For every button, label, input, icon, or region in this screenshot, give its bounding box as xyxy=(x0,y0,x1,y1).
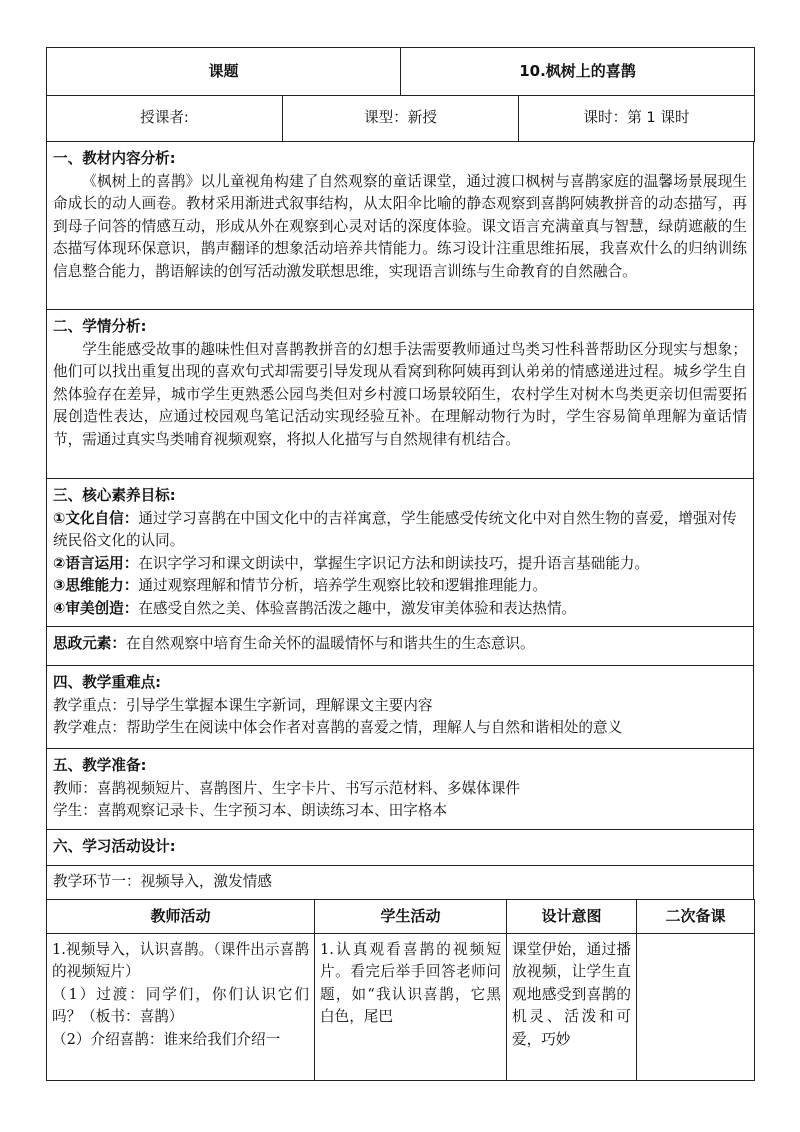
info-row xyxy=(47,96,755,142)
section-title: 五、教学准备: xyxy=(53,757,147,774)
col-student-activity: 学生活动 xyxy=(315,899,507,933)
section-goals xyxy=(47,479,754,627)
lesson-type-cell: 课型：新授 xyxy=(283,96,519,142)
goal-label: ①文化自信： xyxy=(53,509,139,527)
activity-header-row xyxy=(47,899,755,933)
section-title: 六、学习活动设计: xyxy=(53,838,176,855)
col-teacher-activity: 教师活动 xyxy=(47,899,315,933)
student-activity-cell: 1.认真观看喜鹊的视频短片。看完后举手回答老师问题，如“我认识喜鹊，它黑白色，尾巴 xyxy=(320,940,501,1026)
lesson-plan-sheet xyxy=(46,47,754,1081)
activity-row xyxy=(47,933,755,1080)
activity-table xyxy=(46,899,755,1081)
section-keypoints xyxy=(47,666,754,749)
topic-value: 10.枫树上的喜鹊 xyxy=(401,48,755,96)
ideology-label: 思政元素： xyxy=(53,635,126,652)
title-row xyxy=(47,48,755,96)
section-body: 学生能感受故事的趣味性但对喜鹊教拼音的幻想手法需要教师通过鸟类习性科普帮助区分现实与想象；他们可以找出重复出现的喜欢句式却需要引导发现从看窝到称阿姨再到认弟弟的情感递进过程。城乡学生自然体验存在差异，城市学生更熟悉公园鸟类但对乡村渡口场景较陌生，农村学生对树木鸟类更亲切但需要拓展创造性表达，应通过校园观鸟笔记活动实现经验互补。在理解动物行为时，学生容易简单理解为童话情节，需通过真实鸟类哺育视频观察，将拟人化描写与自然规律有机结合。 xyxy=(53,340,747,448)
goal-text: 在感受自然之美、体验喜鹊活泼之趣中，激发审美体验和表达热情。 xyxy=(138,599,577,617)
keypoint-line: 教学重点：引导学生掌握本课生字新词，理解课文主要内容 xyxy=(53,696,433,714)
goal-text: 通过学习喜鹊在中国文化中的吉祥寓意，学生能感受传统文化中对自然生物的喜爱，增强对传统民俗文化的认同。 xyxy=(53,509,737,550)
section-title: 一、教材内容分析: xyxy=(53,150,176,167)
ideology-text: 在自然观察中培育生命关怀的温暖情怀与和谐共生的生态意识。 xyxy=(125,635,535,652)
goal-item xyxy=(53,553,747,576)
info-table xyxy=(46,95,755,142)
section-activities xyxy=(47,830,754,866)
goal-item xyxy=(53,508,747,553)
teacher-cell: 授课者: xyxy=(47,96,283,142)
section-title: 四、教学重难点: xyxy=(53,674,161,691)
section-preparation xyxy=(47,749,754,830)
section-ideology xyxy=(47,627,754,666)
section-title: 二、学情分析: xyxy=(53,318,147,335)
section-title: 三、核心素养目标: xyxy=(53,487,176,504)
content-table xyxy=(46,141,754,900)
col-design-intent: 设计意图 xyxy=(507,899,637,933)
stage-label: 教学环节一：视频导入，激发情感 xyxy=(53,873,272,890)
col-second-prep: 二次备课 xyxy=(637,899,755,933)
teacher-prep-line: 教师：喜鹊视频短片、喜鹊图片、生字卡片、书写示范材料、多媒体课件 xyxy=(53,779,521,797)
goal-label: ③思维能力： xyxy=(53,577,139,595)
teacher-activity-cell: 1.视频导入，认识喜鹊。（课件出示喜鹊的视频短片） （1）过渡：同学们，你们认识它们吗？（板书：喜鹊） （2）介绍喜鹊：谁来给我们介绍一 xyxy=(52,940,309,1048)
section-material xyxy=(47,142,754,310)
student-prep-line: 学生：喜鹊观察记录卡、生字预习本、朗读练习本、田字格本 xyxy=(53,802,448,820)
lesson-plan-table xyxy=(46,47,755,96)
goal-item xyxy=(53,575,747,598)
goal-item xyxy=(53,598,747,621)
stage-row xyxy=(47,866,754,900)
goal-text: 在识字学习和课文朗读中，掌握生字识记方法和朗读技巧，提升语言基础能力。 xyxy=(138,554,650,572)
period-cell: 课时：第 1 课时 xyxy=(519,96,755,142)
section-learners xyxy=(47,310,754,479)
section-body: 《枫树上的喜鹊》以儿童视角构建了自然观察的童话课堂，通过渡口枫树与喜鹊家庭的温馨场景展现生命成长的动人画卷。教材采用渐进式叙事结构，从太阳伞比喻的静态观察到喜鹊阿姨教拼音的动态描写，再到母子问答的情感互动，形成从外在观察到心灵对话的深度体验。课文语言充满童真与智慧，绿荫遮蔽的生态描写体现环保意识，鹊声翻译的想象活动培养共情能力。练习设计注重思维拓展，我喜欢什么的归纳训练信息整合能力，鹊语解读的创写活动激发联想思维，实现语言训练与生命教育的自然融合。 xyxy=(53,172,747,280)
topic-label: 课题 xyxy=(47,48,401,96)
design-intent-cell: 课堂伊始，通过播放视频，让学生直观地感受到喜鹊的机灵、活泼和可爱，巧妙 xyxy=(512,940,631,1048)
difficulty-line: 教学难点：帮助学生在阅读中体会作者对喜鹊的喜爱之情，理解人与自然和谐相处的意义 xyxy=(53,719,623,737)
goal-label: ④审美创造： xyxy=(53,599,139,617)
goal-text: 通过观察理解和情节分析，培养学生观察比较和逻辑推理能力。 xyxy=(138,577,547,595)
goal-label: ②语言运用： xyxy=(53,554,139,572)
second-prep-cell xyxy=(637,934,754,1080)
